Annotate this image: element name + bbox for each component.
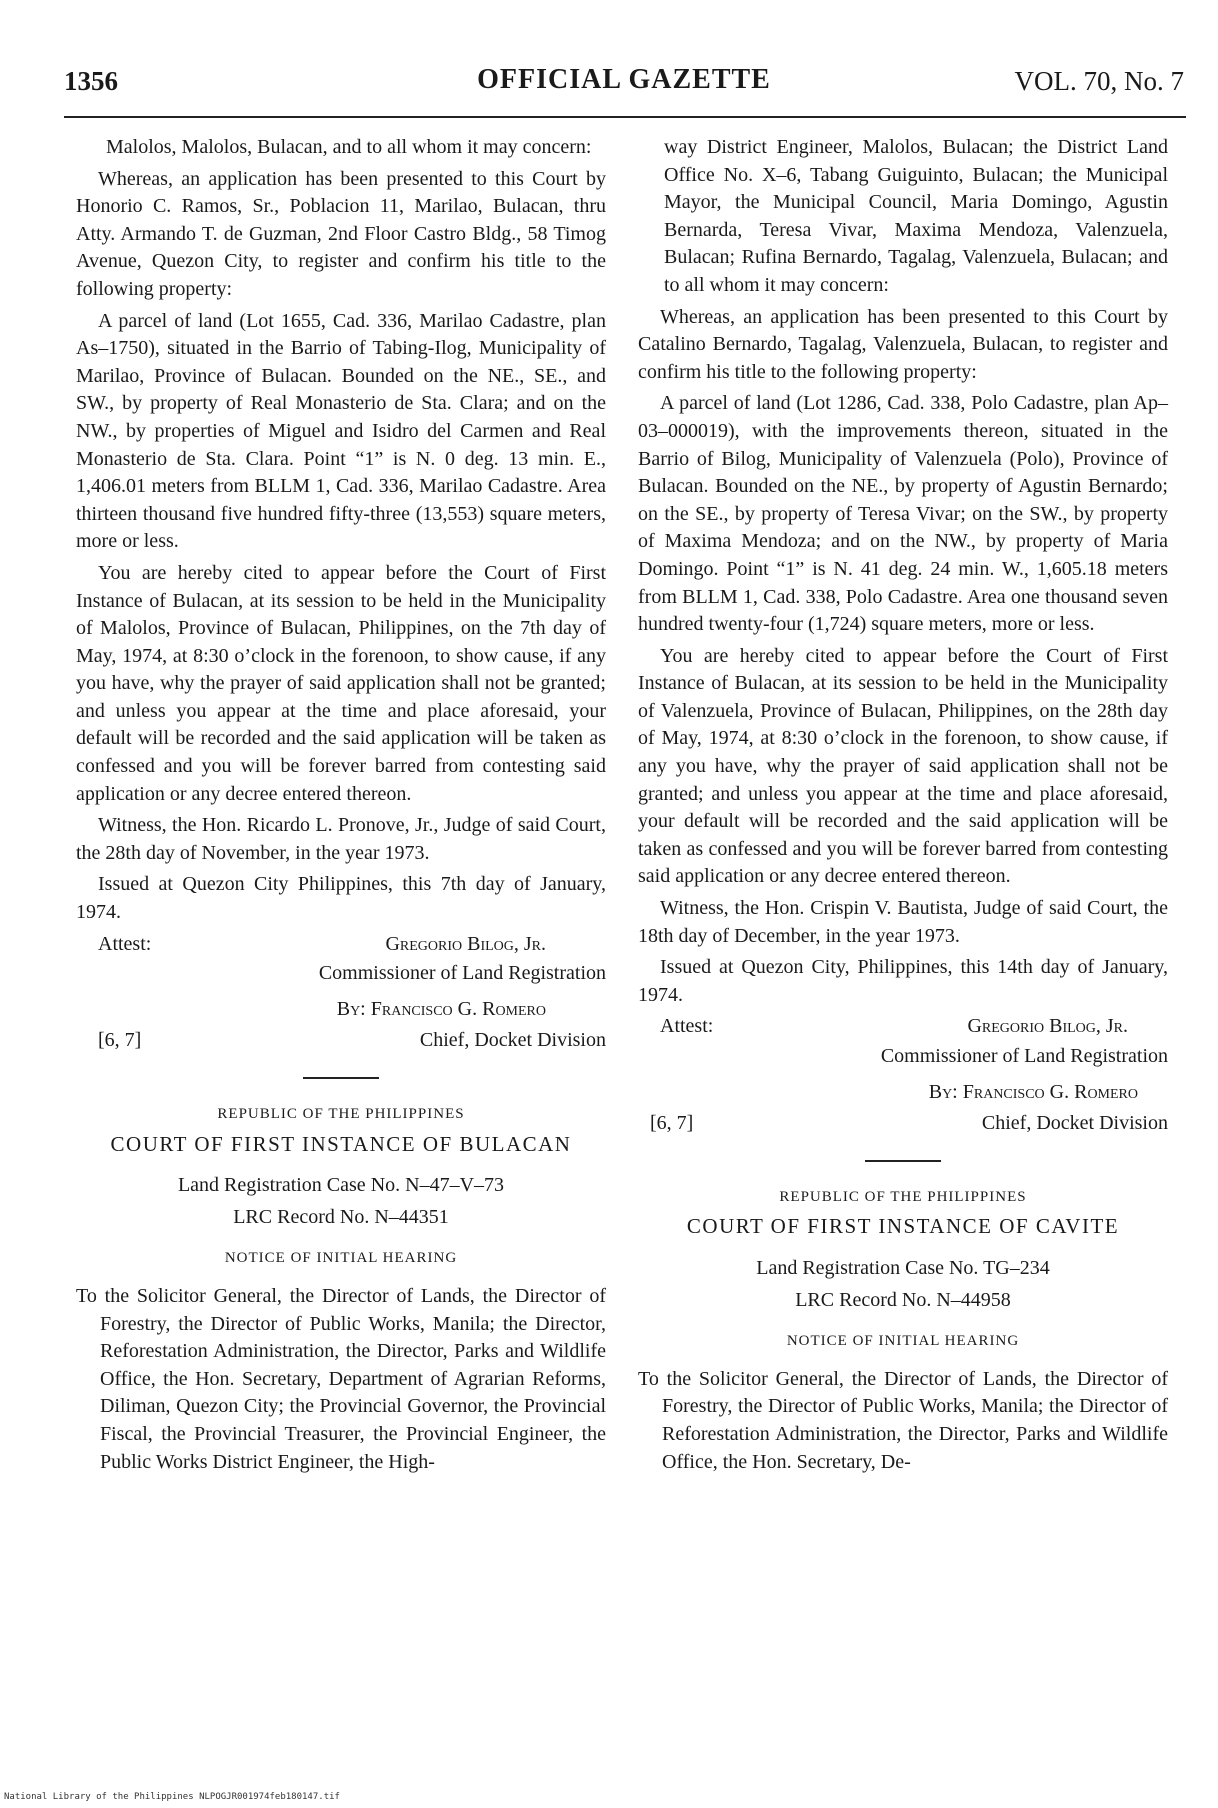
citation-paragraph: You are hereby cited to appear before the Court of First Instance of Bulacan, at its session to be held in the Municipality of Valenzuela, Province of Bulacan, Philippines, on the 28th day of May, 1974, at 8:30 o’clock in the forenoon, to show cause, if any you have, why the prayer of said application shall not be granted; and unless you appear at the time and place aforesaid, your default will be recorded and the said application will be taken as confessed and you will be forever barred from contesting said application or any decree entered thereon. bbox=[638, 644, 1168, 888]
case-number: Land Registration Case No. N–47–V–73 bbox=[177, 1174, 505, 1197]
property-description: A parcel of land (Lot 1655, Cad. 336, Marilao Cadastre, plan As–1750), situated in the Barrio of Tabing-Ilog, Municipality of Marilao, Province of Bulacan. Bounded on the NE., SE., and SW., by property of Real Monasterio de Sta. Clara; and on the NW., by properties of Miguel and Isidro del Carmen and Real Monasterio de Sta. Clara. Point “1” is N. 0 deg. 13 min. E., 1,406.01 meters from BLLM 1, Cad. 336, Marilao Cadastre. Area thirteen thousand five hundred fifty-three (13,553) square meters, more or less. bbox=[76, 309, 606, 553]
record-number: LRC Record No. N–44958 bbox=[795, 1288, 1011, 1311]
attest-title: Commissioner of Land Registration bbox=[880, 1045, 1168, 1067]
notice-heading: NOTICE OF INITIAL HEARING bbox=[224, 1250, 458, 1267]
whereas-paragraph: Whereas, an application has been presented to this Court by Catalino Bernardo, Tagalag, Valenzuela, Bulacan, to register and confirm his title to the following property: bbox=[638, 305, 1168, 383]
witness-paragraph: Witness, the Hon. Crispin V. Bautista, Judge of said Court, the 18th day of December, in the year 1973. bbox=[638, 897, 1168, 947]
page-number: 1356 bbox=[64, 66, 118, 96]
property-description: A parcel of land (Lot 1286, Cad. 338, Polo Cadastre, plan Ap–03–000019), with the improvements thereon, situated in the Barrio of Bilog, Municipality of Valenzuela (Polo), Province of Bulacan. Bounded on the NE., by property of Agustin Bernardo; on the SE., by property of Teresa Vivar; on the SW., by property of Maxima Mendoza; and on the NW., by property of Maria Domingo. Point “1” is N. 41 deg. 24 min. W., 1,605.18 meters from BLLM 1, Cad. 338, Polo Cadastre. Area one thousand seven hundred twenty-four (1,724) square meters, more or less. bbox=[638, 392, 1168, 636]
page-header bbox=[64, 62, 1184, 102]
attest-label: Attest: bbox=[660, 1015, 714, 1038]
issued-paragraph: Issued at Quezon City, Philippines, this 14th day of January, 1974. bbox=[638, 956, 1168, 1006]
attest-name: Gregorio Bilog, Jr. bbox=[385, 932, 546, 955]
header-rule bbox=[64, 116, 1186, 118]
publication-title: OFFICIAL GAZETTE bbox=[477, 64, 771, 95]
reference-number: [6, 7] bbox=[650, 1112, 694, 1135]
addressee-list: To the Solicitor General, the Director of Lands, the Director of Forestry, the Director of Public Works, Manila; the Director, Reforestation Administration, the Director, Parks and Wildlife Office, the Hon. Secretary, Department of Agrarian Reforms, Diliman, Quezon City; the Provincial Governor, the Provincial Fiscal, the Provincial Treasurer, the Provincial Engineer, the Public Works District Engineer, the High- bbox=[76, 1284, 606, 1473]
ref-row bbox=[638, 1110, 1168, 1138]
scan-footer: National Library of the Philippines NLPOGJR001974feb180147.tif bbox=[4, 1792, 340, 1802]
addressee-list: To the Solicitor General, the Director of Lands, the Director of Forestry, the Director of Public Works, Manila; the Director of Reforestation Administration, the Director, Parks and Wildlife Office, the Hon. Secretary, De- bbox=[638, 1367, 1168, 1473]
addressee-continuation: way District Engineer, Malolos, Bulacan; the District Land Office No. X–6, Tabang Guiguinto, Bulacan; the Municipal Mayor, the Municipal Council, Maria Domingo, Agustin Bernarda, Teresa Vivar, Maxima Mendoza, Valenzuela, Bulacan; Rufina Bernardo, Tagalag, Valenzuela, Bulacan; and to all whom it may concern: bbox=[664, 136, 1168, 296]
republic-heading: REPUBLIC OF THE PHILIPPINES bbox=[217, 1106, 465, 1122]
citation-paragraph: You are hereby cited to appear before the Court of First Instance of Bulacan, at its session to be held in the Municipality of Malolos, Province of Bulacan, Philippines, on the 7th day of May, 1974, at 8:30 o’clock in the forenoon, to show cause, if any you have, why the prayer of said application shall not be granted; and unless you appear at the time and place aforesaid, your default will be recorded and the said application will be taken as confessed and you will be forever barred from contesting said application or any decree entered thereon. bbox=[76, 561, 606, 805]
attest-row bbox=[638, 1013, 1168, 1041]
addressee-continuation: Malolos, Malolos, Bulacan, and to all whom it may concern: bbox=[106, 136, 592, 158]
record-number: LRC Record No. N–44351 bbox=[233, 1205, 449, 1228]
issued-paragraph: Issued at Quezon City Philippines, this 7th day of January, 1974. bbox=[76, 873, 606, 924]
by-title: Chief, Docket Division bbox=[419, 1029, 606, 1052]
case-number: Land Registration Case No. TG–234 bbox=[756, 1256, 1050, 1279]
whereas-paragraph: Whereas, an application has been presented to this Court by Honorio C. Ramos, Sr., Poblacion 11, Marilao, Bulacan, thru Atty. Armando T. de Guzman, 2nd Floor Castro Bldg., 58 Timog Avenue, Quezon City, to register and confirm his title to the following property: bbox=[76, 167, 606, 300]
by-title: Chief, Docket Division bbox=[981, 1112, 1168, 1135]
volume-number: VOL. 70, No. 7 bbox=[1014, 66, 1184, 96]
attest-row bbox=[76, 931, 606, 959]
notice-heading: NOTICE OF INITIAL HEARING bbox=[786, 1333, 1020, 1350]
ref-row bbox=[76, 1027, 606, 1055]
attest-title: Commissioner of Land Registration bbox=[318, 962, 606, 985]
section-separator bbox=[303, 1077, 379, 1079]
republic-heading: REPUBLIC OF THE PHILIPPINES bbox=[779, 1188, 1027, 1205]
reference-number: [6, 7] bbox=[98, 1029, 142, 1052]
witness-paragraph: Witness, the Hon. Ricardo L. Pronove, Jr., Judge of said Court, the 28th day of November, in the year 1973. bbox=[76, 814, 606, 864]
section-separator bbox=[865, 1160, 941, 1162]
by-name: By: Francisco G. Romero bbox=[928, 1080, 1138, 1103]
right-column bbox=[638, 134, 1168, 1480]
court-heading: COURT OF FIRST INSTANCE OF BULACAN bbox=[110, 1131, 572, 1156]
attest-label: Attest: bbox=[98, 932, 152, 955]
by-name: By: Francisco G. Romero bbox=[336, 997, 546, 1020]
attest-name: Gregorio Bilog, Jr. bbox=[967, 1015, 1128, 1038]
court-heading: COURT OF FIRST INSTANCE OF CAVITE bbox=[686, 1214, 1120, 1239]
left-column bbox=[76, 134, 606, 1480]
